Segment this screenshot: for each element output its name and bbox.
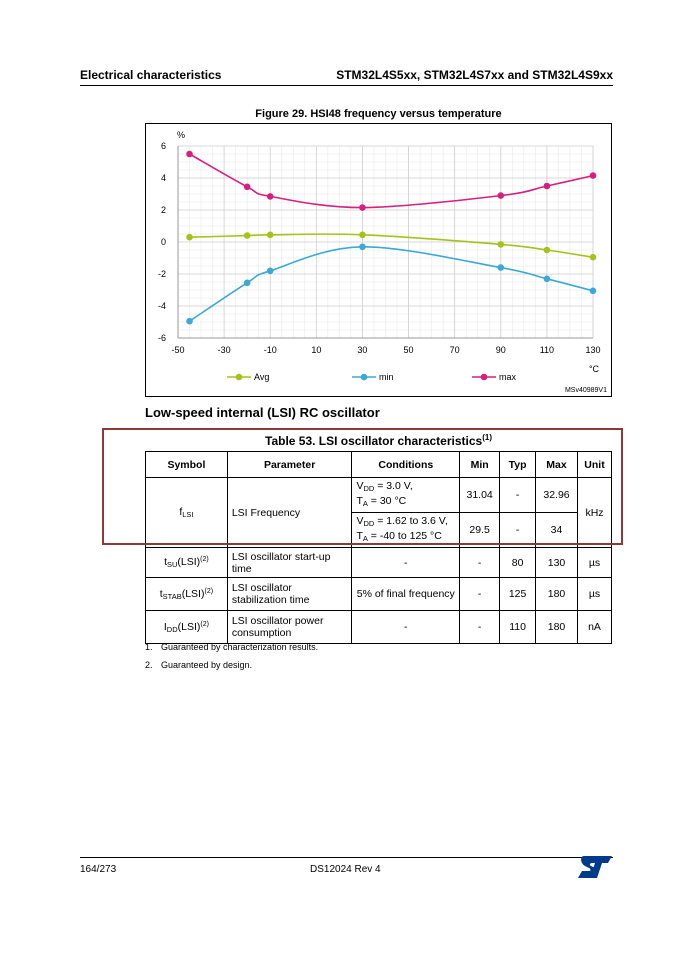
y-tick-label: 6 — [160, 141, 166, 151]
min-value: 29.5 — [460, 513, 500, 548]
footnote-1: 1. Guaranteed by characterization results. — [145, 642, 319, 652]
x-tick-label: 90 — [495, 345, 506, 355]
unit-khz: kHz — [578, 478, 612, 548]
legend-marker-max — [481, 374, 488, 381]
y-tick-label: 2 — [160, 205, 166, 215]
data-point-max — [544, 183, 551, 190]
min-value: - — [460, 611, 500, 644]
y-tick-label: -6 — [157, 333, 166, 343]
header-max: Max — [536, 452, 578, 478]
unit-value: nA — [578, 611, 612, 644]
legend-marker-min — [361, 374, 368, 381]
parameter-idd: LSI oscillator power consumption — [227, 611, 352, 644]
header-section-title: Electrical characteristics — [80, 68, 222, 82]
symbol-flsi: $f_{LSI}$ — [146, 478, 228, 548]
table-caption-text: Table 53. LSI oscillator characteristics — [265, 434, 483, 448]
min-value: - — [460, 548, 500, 578]
header-conditions: Conditions — [352, 452, 460, 478]
data-point-max — [244, 184, 251, 191]
max-value: 130 — [536, 548, 578, 578]
data-point-avg — [590, 254, 597, 261]
header-parameter: Parameter — [227, 452, 352, 478]
data-point-max — [186, 151, 193, 158]
typ-value: 80 — [500, 548, 536, 578]
figure-id: MSv40989V1 — [564, 387, 607, 394]
max-value: 180 — [536, 578, 578, 611]
typ-value: 110 — [500, 611, 536, 644]
y-tick-label: 0 — [160, 237, 166, 247]
page-number: 164/273 — [80, 864, 117, 875]
condition-vdd-range: $V_{DD} = 1.62$ to 3.6 V, $T_A = -40$ to 125 °C — [352, 513, 460, 548]
data-point-min — [244, 280, 251, 287]
unit-value: µs — [578, 548, 612, 578]
parameter-tstab: LSI oscillator stabilization time — [227, 578, 352, 611]
unit-value: µs — [578, 578, 612, 611]
legend-label-avg: Avg — [254, 372, 270, 382]
table-row — [146, 578, 612, 611]
data-point-avg — [544, 247, 551, 254]
chart-legend — [227, 372, 517, 382]
x-axis-label: °C — [588, 364, 600, 374]
typ-value: - — [500, 513, 536, 548]
typ-value: 125 — [500, 578, 536, 611]
data-point-avg — [267, 232, 274, 239]
y-tick-label: -4 — [157, 301, 166, 311]
x-tick-label: 10 — [311, 345, 322, 355]
document-revision: DS12024 Rev 4 — [310, 864, 381, 875]
x-tick-label: -50 — [171, 345, 185, 355]
figure-title: Figure 29. HSI48 frequency versus temperature — [255, 108, 502, 120]
parameter-flsi: LSI Frequency — [227, 478, 352, 548]
conditions-value: - — [352, 611, 460, 644]
legend-label-min: min — [379, 372, 394, 382]
section-title: Low-speed internal (LSI) RC oscillator — [145, 405, 380, 420]
table-row — [146, 611, 612, 644]
data-point-min — [544, 276, 551, 283]
x-tick-label: 110 — [539, 345, 555, 355]
data-point-min — [186, 318, 193, 325]
chart-series — [186, 151, 596, 325]
min-value: - — [460, 578, 500, 611]
header-device-title: STM32L4S5xx, STM32L4S7xx and STM32L4S9xx — [336, 68, 613, 82]
x-tick-label: -10 — [263, 345, 277, 355]
x-tick-label: -30 — [217, 345, 231, 355]
footnote-2: 2. Guaranteed by design. — [145, 660, 253, 670]
conditions-value: 5% of final frequency — [352, 578, 460, 611]
data-point-min — [497, 264, 504, 271]
highlight-box — [102, 428, 623, 545]
table-row — [146, 548, 612, 578]
legend-marker-avg — [236, 374, 243, 381]
data-point-max — [267, 193, 274, 200]
conditions-value: - — [352, 548, 460, 578]
condition-vdd-3v: $V_{DD} = 3.0$ V, $T_A = 30$ °C — [352, 478, 460, 513]
min-value: 31.04 — [460, 478, 500, 513]
y-tick-label: 4 — [160, 173, 166, 183]
table-caption-note: (1) — [482, 433, 492, 442]
chart-grid — [178, 146, 593, 338]
data-point-min — [590, 288, 597, 295]
symbol-tsu: $t_{SU}(LSI)^{(2)}$ — [146, 548, 228, 578]
typ-value: - — [500, 478, 536, 513]
max-value: 34 — [536, 513, 578, 548]
symbol-idd: $I_{DD}(LSI)^{(2)}$ — [146, 611, 228, 644]
data-point-avg — [186, 234, 193, 241]
header-min: Min — [460, 452, 500, 478]
x-tick-label: 70 — [449, 345, 460, 355]
x-tick-label: 50 — [403, 345, 414, 355]
y-axis-label: % — [177, 130, 186, 140]
header-symbol: Symbol — [146, 452, 228, 478]
data-point-avg — [497, 241, 504, 248]
legend-label-max: max — [499, 372, 517, 382]
parameter-tsu: LSI oscillator start-up time — [227, 548, 352, 578]
symbol-tstab: $t_{STAB}(LSI)^{(2)}$ — [146, 578, 228, 611]
data-point-max — [359, 204, 366, 211]
st-logo-icon — [577, 855, 613, 884]
max-value: 180 — [536, 611, 578, 644]
data-point-max — [497, 192, 504, 199]
chart-frame — [145, 123, 612, 397]
footer-rule — [80, 857, 613, 858]
y-tick-label: -2 — [157, 269, 166, 279]
header-unit: Unit — [578, 452, 612, 478]
data-point-avg — [244, 232, 251, 239]
header-rule — [80, 85, 613, 86]
x-tick-label: 130 — [585, 345, 601, 355]
data-point-min — [359, 244, 366, 251]
max-value: 32.96 — [536, 478, 578, 513]
data-point-max — [590, 172, 597, 179]
data-point-min — [267, 268, 274, 275]
header-typ: Typ — [500, 452, 536, 478]
hsi48-chart — [146, 124, 613, 398]
x-tick-label: 30 — [357, 345, 368, 355]
data-point-avg — [359, 232, 366, 239]
series-line-avg — [190, 234, 593, 257]
